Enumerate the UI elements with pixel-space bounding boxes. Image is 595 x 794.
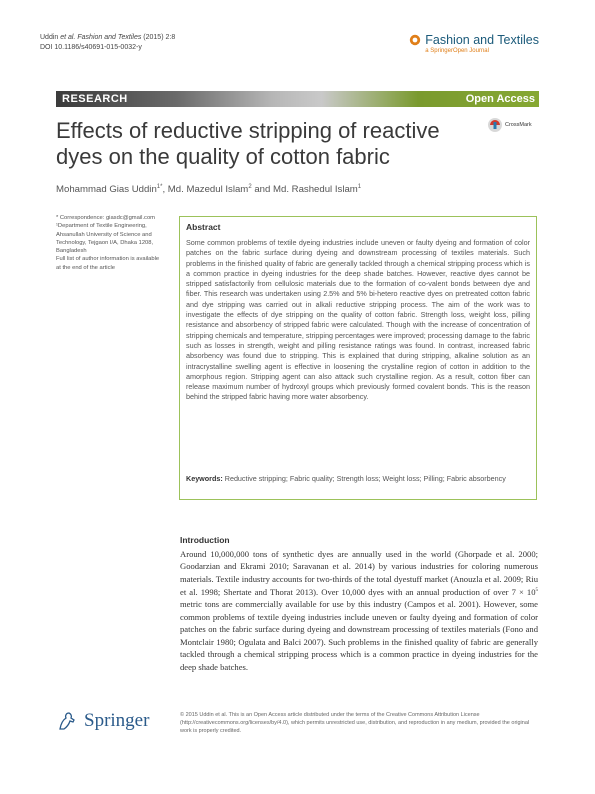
banner-open-access-label: Open Access (465, 93, 535, 105)
abstract-body: Some common problems of textile dyeing industries include uneven or faulty dyeing and formation of color patches on the fabric surface during dyeing and downstream processing of textiles materials. Such problems in the finished quality of fabric are generally tackled through a chemical stripping process which is a common practice in dyeing industries for the deep shade batches. However, reactive dyes cannot be stripped satisfactorily from cellulosic materials due to the formation of co-valent bonds between dye and fiber. This research was undertaken using 2.5% and 5% bi-hetero reactive dyes on pretreated cotton fabric and dye stripping was carried out in alkali reductive stripping process. The aim of the work was to investigate the effects of dye stripping on the quality of cotton fabric. Strength loss, weight loss, pilling resistance and absorbency of stripped fabric were calculated. Though with the increase of concentration of stripping chemicals and temperature, stripping percentages were improved; processing damage to the fabric such as losses in strength, weight and pilling resistance ratings was found. In contrast, increased fabric absorbency was found due to stripping. This is explained that during stripping, alkaline solution as an intracrystalline swelling agent is effective in loosening the crystalline region of cotton in addition to the amorphous region. Stripping agent can also attack such crystalline region. As a result, cotton fiber can release maximum number of hydroxyl groups which previously formed covalent bonds. This is the reason behind the stripped fabric having more water absorbency. (186, 238, 530, 402)
intro-text-part: Around 10,000,000 tons of synthetic dyes are annually used in the world (Ghorpade et al. 2000; Goodarzian and Ekrami 2010; Saravanan et al. 2014) by various industries for coloring numerous materials. Textile industry accounts for two-thirds of the total dyestuff market (Anouzla et al. 2009; Riu et al. 1998; Shertate and Thorat 2013). Over 10,000 dyes with an annual production of over 7 × 10 (180, 549, 538, 598)
crossmark-badge[interactable] (487, 117, 532, 133)
affiliation-note: ¹Department of Textile Engineering, Ahsanullah University of Science and Technology, Tejgaon I/A, Dhaka 1208, Bangladesh (56, 223, 154, 255)
springer-logo (56, 710, 149, 732)
license-note: © 2015 Uddin et al. This is an Open Access article distributed under the terms of the Creative Commons Attribution License (http://creativecommons.org/licenses/by/4.0), which permits unrestricted use, distribution, and reproduction in any medium, provided the original work is properly credited. (180, 712, 530, 734)
keywords-list: Reductive stripping; Fabric quality; Strength loss; Weight loss; Pilling; Fabric absorbency (224, 474, 506, 483)
author-name: Mohammad Gias Uddin (56, 184, 157, 196)
full-list-note: Full list of author information is available at the end of the article (56, 256, 160, 271)
citation-year-vol: (2015) 2:8 (143, 34, 176, 41)
author-notes (56, 214, 164, 272)
author-name: Md. Mazedul Islam (167, 184, 249, 196)
author-list (56, 181, 536, 196)
citation-authors: Uddin (40, 34, 59, 41)
citation-line (40, 33, 175, 43)
crossmark-icon (487, 117, 503, 133)
author-separator: and (251, 184, 273, 196)
correspondence-note: * Correspondence: giasdc@gmail.com (56, 215, 156, 221)
author-affiliation-sup: 2 (248, 184, 252, 190)
author-name: Md. Rashedul Islam (273, 184, 358, 196)
citation-block (40, 33, 175, 53)
springer-horse-icon (56, 710, 78, 732)
banner-research-label: RESEARCH (62, 93, 128, 105)
journal-subtitle: a SpringerOpen Journal (425, 48, 489, 54)
author-affiliation-sup: 1 (357, 184, 362, 190)
author-separator: , (162, 184, 168, 196)
citation-journal: Fashion and Textiles (77, 34, 142, 41)
intro-text-part: metric tons are commercially available for use by this industry (Campos et al. 2001). However, some common problems of textile dyeing industries include uneven or faulty dyeing and formation of color patches on the fabric surface during dyeing and downstream processing of textiles materials (Fono and Montclair 1980; Ogulata and Balci 2007). Such problems in the finished quality of fabric are generally tackled through a chemical stripping process which is a common practice in dyeing industries for the deep shade batches. (180, 599, 538, 672)
journal-name: Fashion and Textiles (425, 33, 539, 47)
springer-wordmark: Springer (84, 710, 150, 731)
article-title: Effects of reductive stripping of reactive dyes on the quality of cotton fabric (56, 118, 440, 169)
introduction-body (180, 548, 538, 673)
doi[interactable]: DOI 10.1186/s40691-015-0032-y (40, 44, 142, 51)
introduction-heading: Introduction (180, 535, 230, 545)
keywords (186, 474, 530, 484)
crossmark-label: CrossMark (505, 122, 532, 128)
keywords-label: Keywords: (186, 474, 223, 483)
abstract-heading: Abstract (186, 222, 221, 232)
journal-logo (409, 33, 539, 55)
citation-etal: et al. (60, 34, 76, 41)
springeropen-icon (409, 34, 421, 46)
author-affiliation-sup: 1* (156, 184, 163, 190)
intro-exponent: 5 (535, 588, 538, 594)
